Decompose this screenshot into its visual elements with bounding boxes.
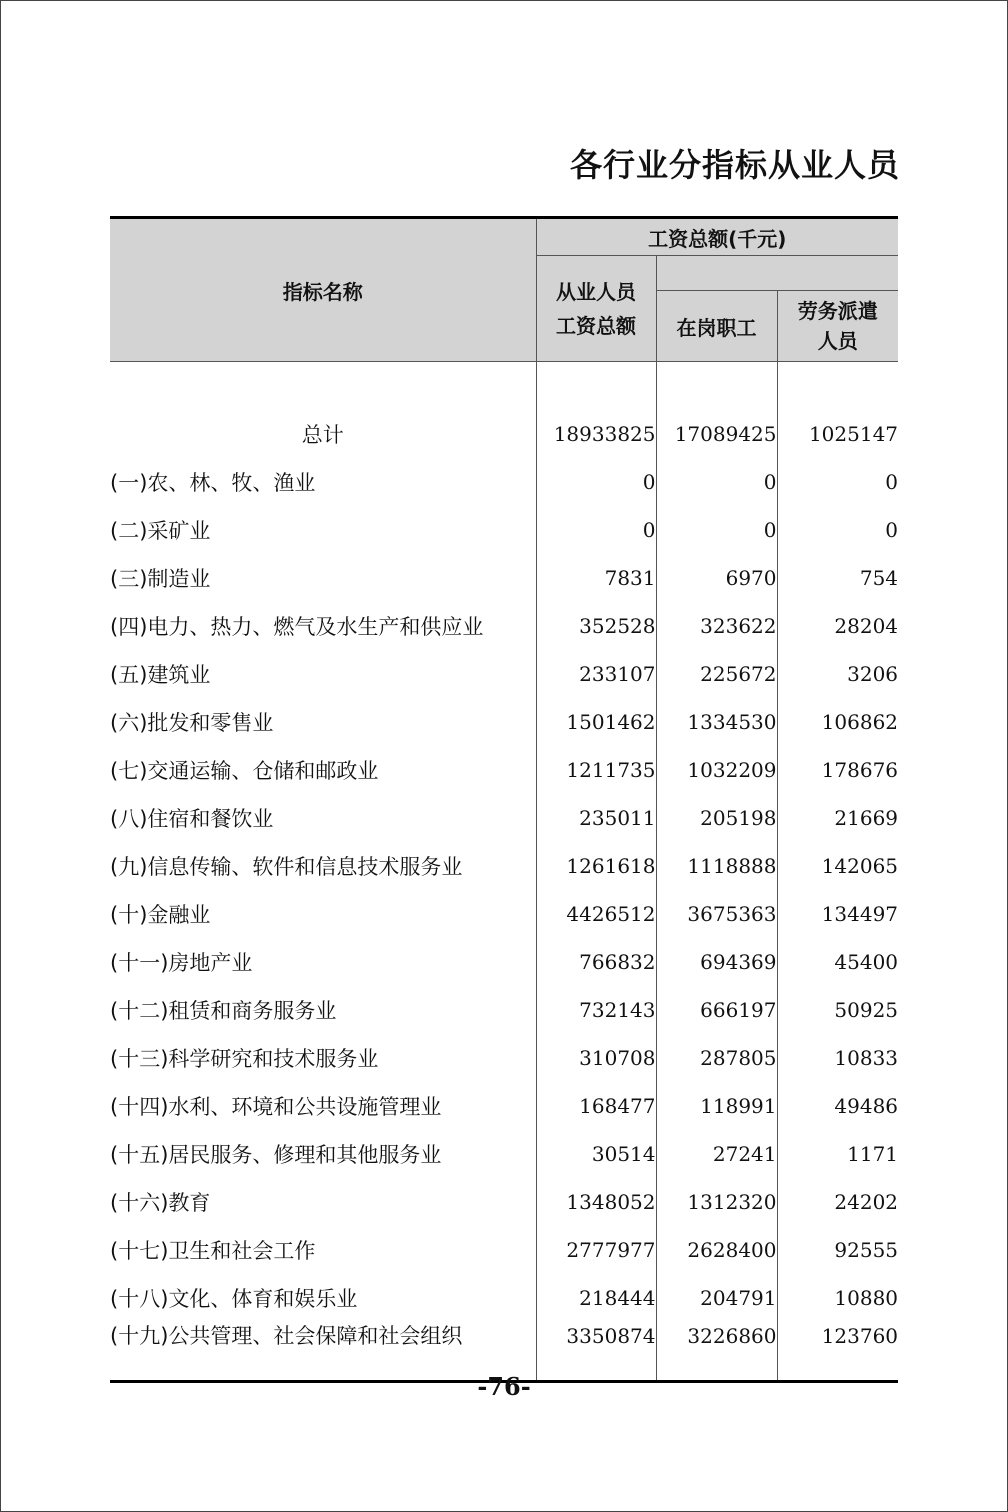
indicator-name-cell: (一)农、林、牧、渔业 (110, 471, 316, 495)
on-post-staff-wage-cell: 3226860 (656, 1322, 777, 1382)
on-post-staff-wage-cell: 225672 (656, 650, 777, 698)
table-row (110, 746, 898, 794)
indicator-name-cell: (十九)公共管理、社会保障和社会组织 (110, 1322, 536, 1382)
dispatched-workers-wage-cell: 178676 (777, 746, 898, 794)
all-employees-wage-cell: 0 (536, 458, 656, 506)
dispatched-workers-wage-cell: 10833 (777, 1034, 898, 1082)
indicator-name-cell: (九)信息传输、软件和信息技术服务业 (110, 855, 463, 879)
indicator-name-cell: (十七)卫生和社会工作 (110, 1239, 316, 1263)
on-post-staff-wage-cell: 205198 (656, 794, 777, 842)
all-employees-wage-cell: 218444 (536, 1274, 656, 1322)
on-post-staff-wage-cell: 1312320 (656, 1178, 777, 1226)
header-dispatched-workers (777, 291, 898, 362)
indicator-name-cell: (十四)水利、环境和公共设施管理业 (110, 1095, 442, 1119)
dispatched-workers-wage-cell: 45400 (777, 938, 898, 986)
dispatched-workers-wage-cell: 21669 (777, 794, 898, 842)
dispatched-workers-wage-cell: 10880 (777, 1274, 898, 1322)
indicator-name-cell: (十八)文化、体育和娱乐业 (110, 1287, 358, 1311)
indicator-name-cell: (十一)房地产业 (110, 951, 253, 975)
dispatched-workers-wage-cell: 3206 (777, 650, 898, 698)
on-post-staff-wage-cell: 323622 (656, 602, 777, 650)
table-row (110, 794, 898, 842)
all-employees-wage-cell: 4426512 (536, 890, 656, 938)
on-post-staff-wage-cell: 17089425 (656, 410, 777, 458)
table-row (110, 1034, 898, 1082)
on-post-staff-wage-cell: 6970 (656, 554, 777, 602)
page-title: 各行业分指标从业人员 (569, 146, 900, 184)
on-post-staff-wage-cell: 2628400 (656, 1226, 777, 1274)
on-post-staff-wage-cell: 27241 (656, 1130, 777, 1178)
page-number: -76- (477, 1372, 531, 1401)
dispatched-workers-wage-cell: 24202 (777, 1178, 898, 1226)
all-employees-wage-cell: 233107 (536, 650, 656, 698)
indicator-name-cell: (十三)科学研究和技术服务业 (110, 1047, 379, 1071)
dispatched-workers-wage-cell: 0 (777, 458, 898, 506)
header-wage-total: 工资总额(千元) (536, 218, 898, 256)
on-post-staff-wage-cell: 1334530 (656, 698, 777, 746)
header-on-post-staff: 在岗职工 (656, 291, 777, 362)
indicator-name-cell: (五)建筑业 (110, 663, 211, 687)
header-all-employees (536, 256, 656, 362)
header-indicator-name: 指标名称 (110, 218, 536, 362)
indicator-name-cell: (十二)租赁和商务服务业 (110, 999, 337, 1023)
header-all-employees-line2: 工资总额 (556, 313, 636, 338)
table-row (110, 890, 898, 938)
dispatched-workers-wage-cell: 1171 (777, 1130, 898, 1178)
on-post-staff-wage-cell: 287805 (656, 1034, 777, 1082)
table-row (110, 1274, 898, 1322)
dispatched-workers-wage-cell: 49486 (777, 1082, 898, 1130)
on-post-staff-wage-cell: 0 (656, 458, 777, 506)
table-row (110, 554, 898, 602)
table-row-total (110, 410, 898, 458)
all-employees-wage-cell: 352528 (536, 602, 656, 650)
dispatched-workers-wage-cell: 754 (777, 554, 898, 602)
table-row (110, 1082, 898, 1130)
table-row (110, 986, 898, 1034)
all-employees-wage-cell: 310708 (536, 1034, 656, 1082)
on-post-staff-wage-cell: 0 (656, 506, 777, 554)
table-row (110, 1130, 898, 1178)
dispatched-workers-wage-cell: 0 (777, 506, 898, 554)
all-employees-wage-cell: 1211735 (536, 746, 656, 794)
indicator-name-cell: (二)采矿业 (110, 519, 211, 543)
all-employees-wage-cell: 7831 (536, 554, 656, 602)
all-employees-wage-cell: 732143 (536, 986, 656, 1034)
table-row (110, 698, 898, 746)
all-employees-wage-cell: 2777977 (536, 1226, 656, 1274)
all-employees-wage-cell: 1501462 (536, 698, 656, 746)
dispatched-workers-wage-cell: 28204 (777, 602, 898, 650)
table-body (110, 362, 898, 1382)
dispatched-workers-wage-cell: 106862 (777, 698, 898, 746)
indicator-name-cell: 总计 (301, 423, 344, 447)
indicator-name-cell: (四)电力、热力、燃气及水生产和供应业 (110, 615, 484, 639)
all-employees-wage-cell: 0 (536, 506, 656, 554)
table-row (110, 938, 898, 986)
dispatched-workers-wage-cell: 1025147 (777, 410, 898, 458)
indicator-name-cell: (八)住宿和餐饮业 (110, 807, 274, 831)
dispatched-workers-wage-cell: 123760 (777, 1322, 898, 1382)
dispatched-workers-wage-cell: 142065 (777, 842, 898, 890)
statistics-table (110, 216, 898, 1383)
table-header (110, 218, 898, 362)
all-employees-wage-cell: 766832 (536, 938, 656, 986)
indicator-name-cell: (六)批发和零售业 (110, 711, 274, 735)
indicator-name-cell: (三)制造业 (110, 567, 211, 591)
dispatched-workers-wage-cell: 50925 (777, 986, 898, 1034)
on-post-staff-wage-cell: 118991 (656, 1082, 777, 1130)
header-dispatched-line2: 人员 (817, 329, 858, 353)
header-gap (656, 256, 898, 291)
all-employees-wage-cell: 235011 (536, 794, 656, 842)
table-row (110, 650, 898, 698)
indicator-name-cell: (十)金融业 (110, 903, 211, 927)
table-row (110, 602, 898, 650)
dispatched-workers-wage-cell: 134497 (777, 890, 898, 938)
on-post-staff-wage-cell: 204791 (656, 1274, 777, 1322)
indicator-name-cell: (七)交通运输、仓储和邮政业 (110, 759, 379, 783)
on-post-staff-wage-cell: 666197 (656, 986, 777, 1034)
header-dispatched-line1: 劳务派遣 (797, 299, 878, 323)
dispatched-workers-wage-cell: 92555 (777, 1226, 898, 1274)
on-post-staff-wage-cell: 1032209 (656, 746, 777, 794)
indicator-name-cell: (十六)教育 (110, 1191, 211, 1215)
table-row (110, 1178, 898, 1226)
table-row (110, 506, 898, 554)
on-post-staff-wage-cell: 1118888 (656, 842, 777, 890)
all-employees-wage-cell: 3350874 (536, 1322, 656, 1382)
header-all-employees-line1: 从业人员 (556, 279, 636, 304)
on-post-staff-wage-cell: 3675363 (656, 890, 777, 938)
all-employees-wage-cell: 1261618 (536, 842, 656, 890)
table-row (110, 458, 898, 506)
table-row (110, 842, 898, 890)
table-row (110, 1226, 898, 1274)
indicator-name-cell: (十五)居民服务、修理和其他服务业 (110, 1143, 442, 1167)
table-spacer-row (110, 362, 898, 411)
all-employees-wage-cell: 30514 (536, 1130, 656, 1178)
all-employees-wage-cell: 168477 (536, 1082, 656, 1130)
on-post-staff-wage-cell: 694369 (656, 938, 777, 986)
all-employees-wage-cell: 1348052 (536, 1178, 656, 1226)
all-employees-wage-cell: 18933825 (536, 410, 656, 458)
